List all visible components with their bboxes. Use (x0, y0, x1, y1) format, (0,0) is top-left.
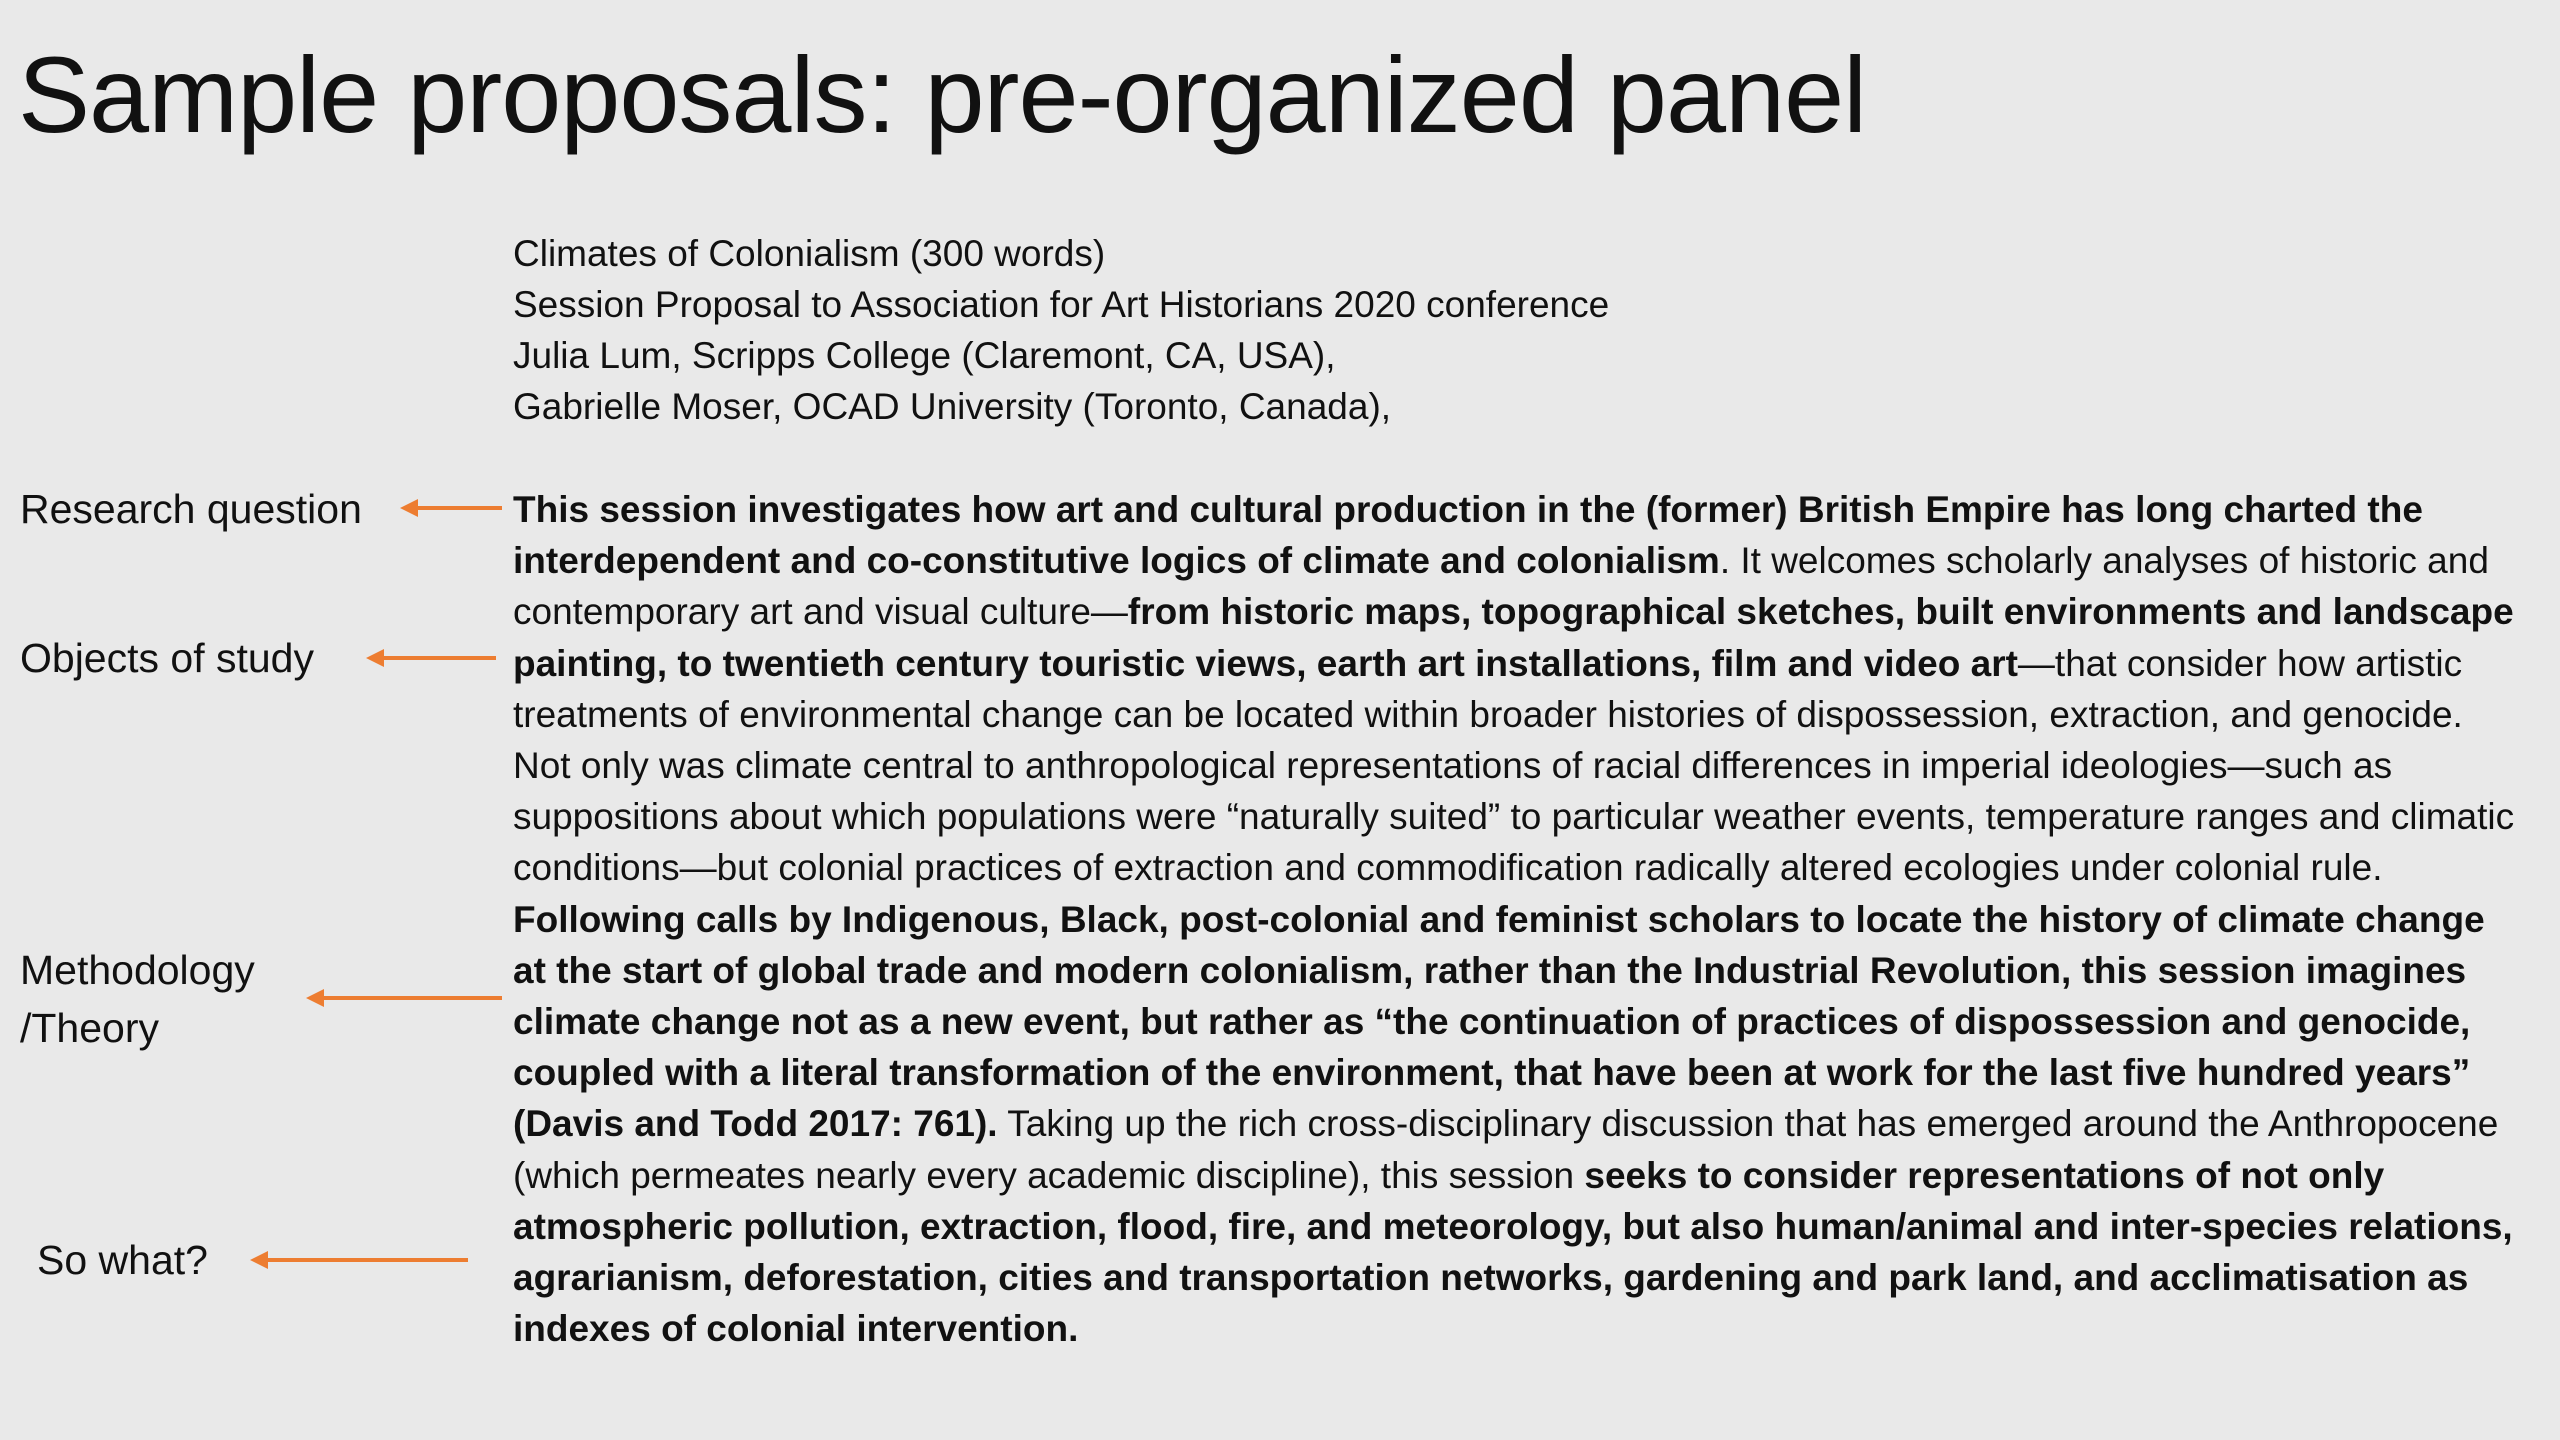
proposal-header (513, 228, 1609, 432)
proposal-abstract (513, 484, 2523, 1354)
proposal-author-1-line: Julia Lum, Scripps College (Claremont, CA, USA), (513, 335, 1336, 376)
proposal-title-line: Climates of Colonialism (300 words) (513, 233, 1106, 274)
arrow-left-icon-research-question (398, 494, 504, 522)
abstract-segment-methodology: Following calls by Indigenous, Black, post-colonial and feminist scholars to locate the history of climate change at the start of global trade and modern colonialism, rather than the Industrial Revolution, this session imagines climate change not as a new event, but rather as “the continuation of practices of dispossession and genocide, coupled with a literal transformation of the environment, that have been at work for the last five hundred years” (Davis and Todd 2017: 761). (513, 898, 2485, 1145)
arrow-left-icon-methodology (304, 984, 504, 1012)
abstract-segment-so-what: seeks to consider representations of not only atmospheric pollution, extraction, flood, fire, and meteorology, but also human/animal and inter-species relations, agrarianism, deforestation, cities and transportation networks, gardening and park land, and acclimatisation as indexes of colonial intervention. (513, 1154, 2513, 1350)
abstract-segment: —that consider how artistic treatments of environmental change can be located within broader histories of dispossession, extraction, and genocide. Not only was climate central to anthropological representations of racial differences in imperial ideologies—such as suppositions about which populations were “naturally suited” to particular weather events, temperature ranges and climatic conditions—but colonial practices of extraction and commodification radically altered ecologies under colonial rule. (513, 642, 2515, 889)
proposal-venue-line: Session Proposal to Association for Art Historians 2020 conference (513, 284, 1610, 325)
arrow-left-icon-objects-of-study (364, 644, 498, 672)
abstract-segment: . It welcomes scholarly analyses of historic and contemporary art and visual culture— (513, 540, 2489, 633)
annotation-objects-of-study: Objects of study (20, 635, 314, 681)
abstract-segment-research-question: This session investigates how art and cultural production in the (former) British Empire has long charted the interdependent and co-constitutive logics of climate and colonialism (513, 489, 2423, 582)
annotation-methodology-line2: /Theory (20, 1005, 159, 1051)
proposal-author-2-line: Gabrielle Moser, OCAD University (Toronto, Canada), (513, 386, 1392, 427)
abstract-segment: Taking up the rich cross-disciplinary discussion that has emerged around the Anthropocene (which permeates nearly every academic discipline), this session (513, 1103, 2499, 1196)
abstract-segment-objects-of-study: from historic maps, topographical sketches, built environments and landscape painting, to twentieth century touristic views, earth art installations, film and video art (513, 591, 2514, 684)
slide-title: Sample proposals: pre-organized panel (18, 34, 1867, 155)
annotation-methodology-line1: Methodology (20, 947, 255, 993)
annotation-so-what: So what? (37, 1237, 208, 1283)
annotation-research-question: Research question (20, 486, 362, 532)
arrow-left-icon-so-what (248, 1246, 470, 1274)
